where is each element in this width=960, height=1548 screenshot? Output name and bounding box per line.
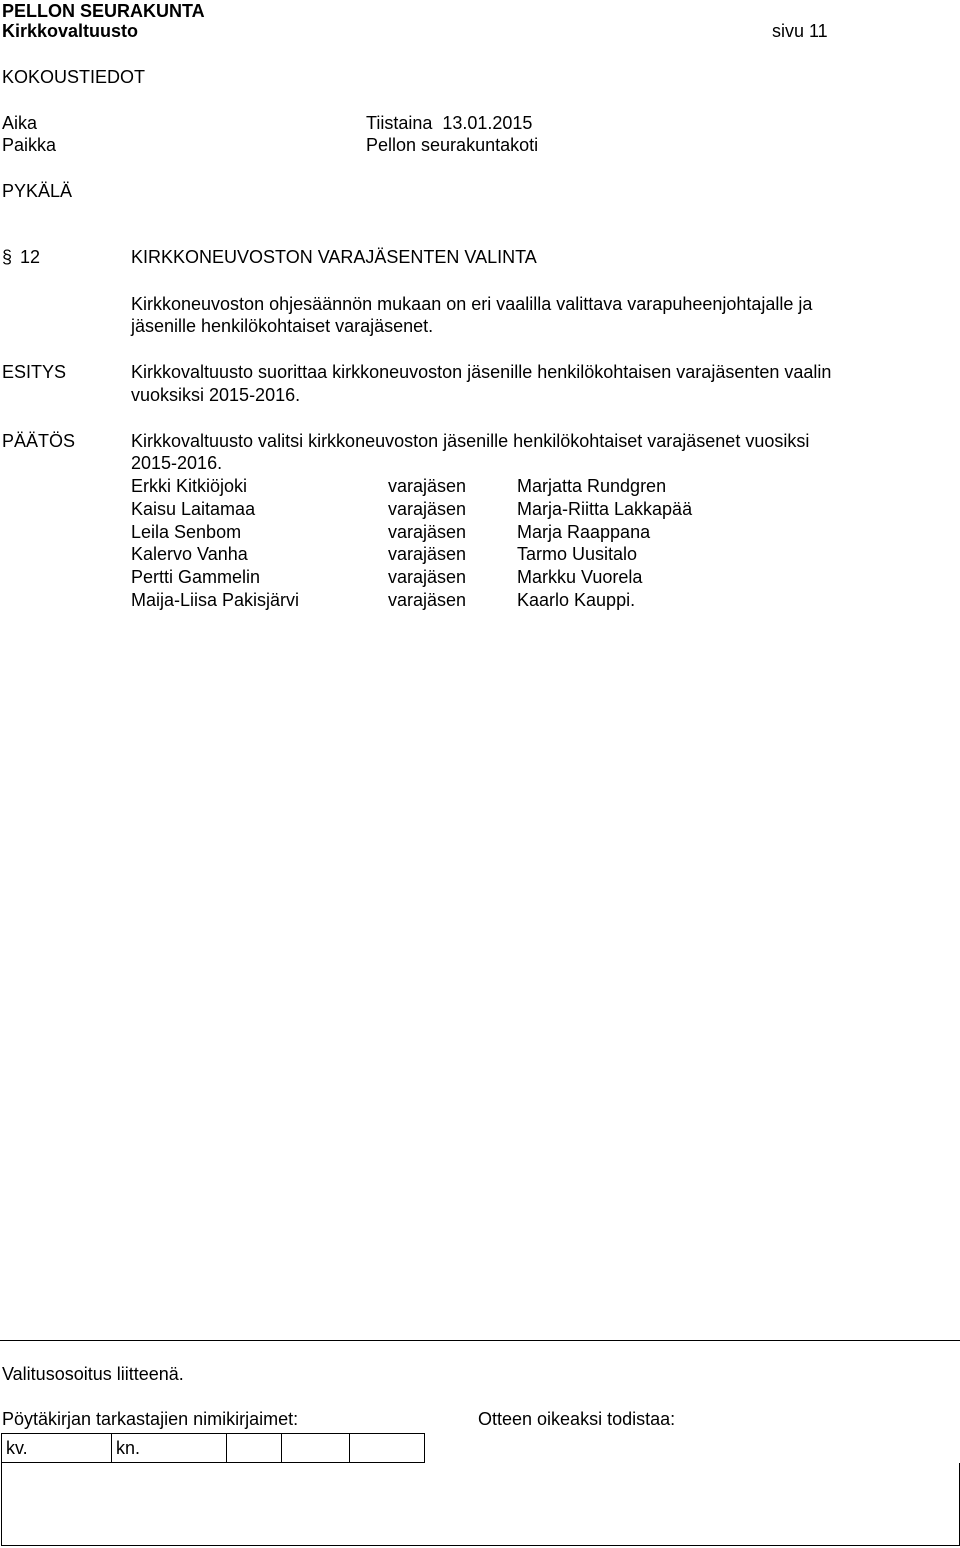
- deputy-name: Marja-Riitta Lakkapää: [517, 499, 693, 519]
- initials-cell[interactable]: [350, 1434, 425, 1463]
- decision-text-line-2: 2015-2016.: [131, 453, 223, 473]
- member-role: varajäsen: [388, 476, 467, 496]
- initials-cell[interactable]: [227, 1434, 282, 1463]
- decision-text-line-1: Kirkkovaltuusto valitsi kirkkoneuvoston jäsenille henkilökohtaiset varajäsenet vuosiksi: [131, 431, 810, 451]
- page-number: sivu 11: [772, 21, 828, 41]
- kn-initials-cell[interactable]: [112, 1434, 227, 1463]
- kv-initials-cell[interactable]: [2, 1434, 112, 1463]
- kn-label: kn.: [116, 1437, 141, 1458]
- deputy-name: Kaarlo Kauppi.: [517, 590, 636, 610]
- member-role: varajäsen: [388, 522, 467, 542]
- signature-box: [1, 1463, 960, 1546]
- certify-label: Otteen oikeaksi todistaa:: [478, 1409, 676, 1429]
- place-label: Paikka: [2, 135, 57, 155]
- member-role: varajäsen: [388, 544, 467, 564]
- member-name: Pertti Gammelin: [131, 567, 261, 587]
- member-name: Maija-Liisa Pakisjärvi: [131, 590, 300, 610]
- decision-label: PÄÄTÖS: [2, 431, 76, 451]
- member-role: varajäsen: [388, 567, 467, 587]
- member-name: Kaisu Laitamaa: [131, 499, 256, 519]
- meeting-info-heading: KOKOUSTIEDOT: [2, 67, 146, 87]
- proposal-text-line-2: vuoksiksi 2015-2016.: [131, 385, 301, 405]
- section-column-label: PYKÄLÄ: [2, 181, 73, 201]
- organization-name: PELLON SEURAKUNTA: [2, 1, 205, 21]
- initials-table: [1, 1433, 425, 1463]
- initials-label: Pöytäkirjan tarkastajien nimikirjaimet:: [2, 1409, 299, 1429]
- place-value: Pellon seurakuntakoti: [366, 135, 539, 155]
- member-role: varajäsen: [388, 499, 467, 519]
- member-role: varajäsen: [388, 590, 467, 610]
- deputy-name: Tarmo Uusitalo: [517, 544, 638, 564]
- deputy-name: Marjatta Rundgren: [517, 476, 667, 496]
- member-name: Kalervo Vanha: [131, 544, 248, 564]
- proposal-label: ESITYS: [2, 362, 67, 382]
- appeal-note: Valitusosoitus liitteenä.: [2, 1364, 184, 1384]
- footer-divider: [0, 1340, 960, 1341]
- section-symbol: §: [2, 247, 13, 267]
- section-title: KIRKKONEUVOSTON VARAJÄSENTEN VALINTA: [131, 247, 537, 267]
- proposal-text-line-1: Kirkkovaltuusto suorittaa kirkkoneuvoston jäsenille henkilökohtaisen varajäsenten vaalin: [131, 362, 832, 382]
- initials-cell[interactable]: [282, 1434, 350, 1463]
- time-value: Tiistaina 13.01.2015: [366, 113, 533, 133]
- document-body-name: Kirkkovaltuusto: [2, 21, 139, 41]
- intro-text-line-1: Kirkkoneuvoston ohjesäännön mukaan on eri vaalilla valittava varapuheenjohtajalle ja: [131, 294, 813, 314]
- kv-label: kv.: [6, 1437, 28, 1458]
- time-label: Aika: [2, 113, 38, 133]
- deputy-name: Marja Raappana: [517, 522, 651, 542]
- deputy-name: Markku Vuorela: [517, 567, 643, 587]
- section-number: 12: [20, 247, 41, 267]
- member-name: Erkki Kitkiöjoki: [131, 476, 248, 496]
- intro-text-line-2: jäsenille henkilökohtaiset varajäsenet.: [131, 316, 434, 336]
- member-name: Leila Senbom: [131, 522, 242, 542]
